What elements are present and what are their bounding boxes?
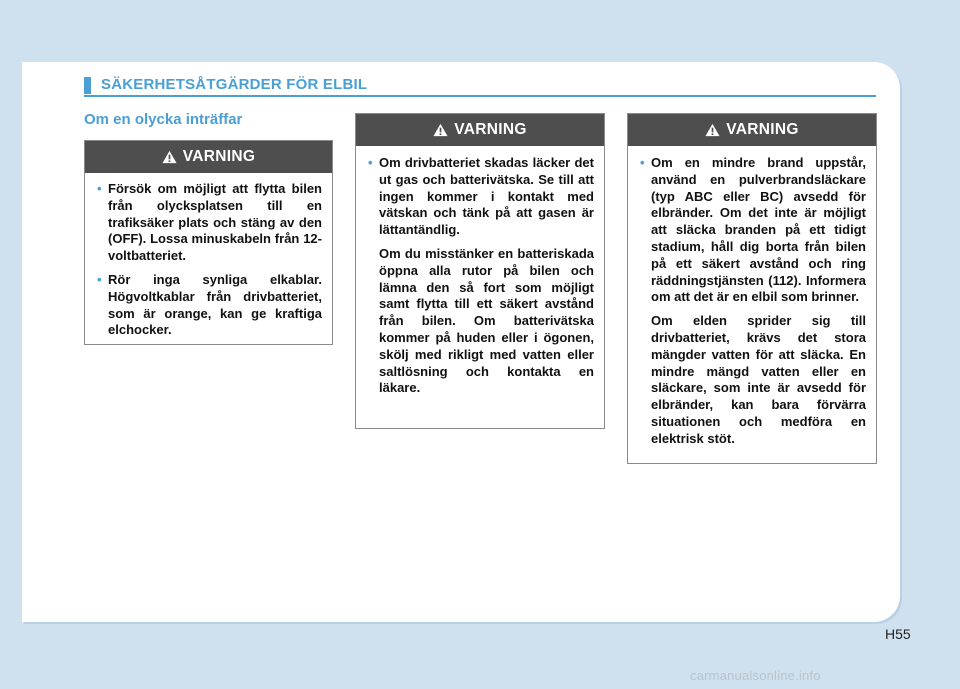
warning-triangle-icon [162, 150, 177, 164]
bullet-icon: • [97, 181, 102, 196]
page-number: H55 [885, 626, 911, 642]
warning-header [85, 141, 332, 173]
bullet-icon: • [97, 271, 102, 287]
section-header [84, 77, 876, 97]
warning-title: VARNING [182, 148, 256, 165]
bullet-icon: • [640, 155, 645, 170]
bullet-icon: • [368, 155, 373, 170]
section-header-bar [84, 77, 91, 94]
warning-title: VARNING [454, 121, 527, 138]
warning-triangle-icon [705, 123, 720, 137]
warning-item [97, 272, 322, 339]
warning-header [356, 114, 604, 146]
warning-box-2 [355, 113, 605, 429]
watermark: carmanualsonline.info [690, 668, 821, 683]
subheading: Om en olycka inträffar [84, 111, 243, 128]
warning-item [97, 181, 322, 265]
warning-item [640, 155, 866, 306]
warning-box-3 [627, 113, 877, 464]
warning-header [628, 114, 876, 146]
warning-body [356, 146, 604, 397]
warning-item-text: Om drivbatteriet skadas läcker det ut gas och batterivätska. Se till att ingen kommer i kontakt med vätskan och tänk på att gasen är lättantändlig. [379, 155, 594, 238]
warning-item [368, 155, 594, 239]
warning-body [85, 173, 332, 339]
warning-item-text: Rör inga synliga elkablar. Högvoltkablar från drivbatteriet, som är orange, kan ge kraftiga elchocker. [108, 271, 322, 338]
warning-title: VARNING [726, 121, 799, 138]
warning-paragraph: Om du misstänker en batteriskada öppna alla rutor på bilen och lämna den så fort som möjligt samt flytta till ett säkert avstånd från bilen. Om batterivätska kommer på huden eller i ögonen, skölj med rikligt med vatten eller saltlösning och kontakta en läkare. [379, 245, 594, 396]
warning-paragraph: Om elden sprider sig till drivbatteriet, krävs det stora mängder vatten för att släcka. En mindre mängd vatten eller en släckare, som inte är avsedd för elbränder, kan bara förvärra situationen och medföra en elektrisk stöt. [651, 313, 866, 446]
warning-item-text: Om en mindre brand uppstår, använd en pulverbrandsläckare (typ ABC eller BC) avsedd för elbränder. Om det inte är möjligt att släcka branden på ett tidigt stadium, håll dig borta från bilen på ett säkert avstånd och ring räddningstjänsten (112). Informera om att det är en elbil som brinner. [651, 155, 866, 305]
section-title: SÄKERHETSÅTGÄRDER FÖR ELBIL [101, 76, 368, 93]
warning-box-1 [84, 140, 333, 345]
warning-item-text: Försök om möjligt att flytta bilen från olycksplatsen till en trafiksäker plats och stäng av den (OFF). Lossa minuskabeln från 12-voltbatteriet. [108, 181, 322, 264]
warning-triangle-icon [433, 123, 448, 137]
warning-body [628, 146, 876, 448]
